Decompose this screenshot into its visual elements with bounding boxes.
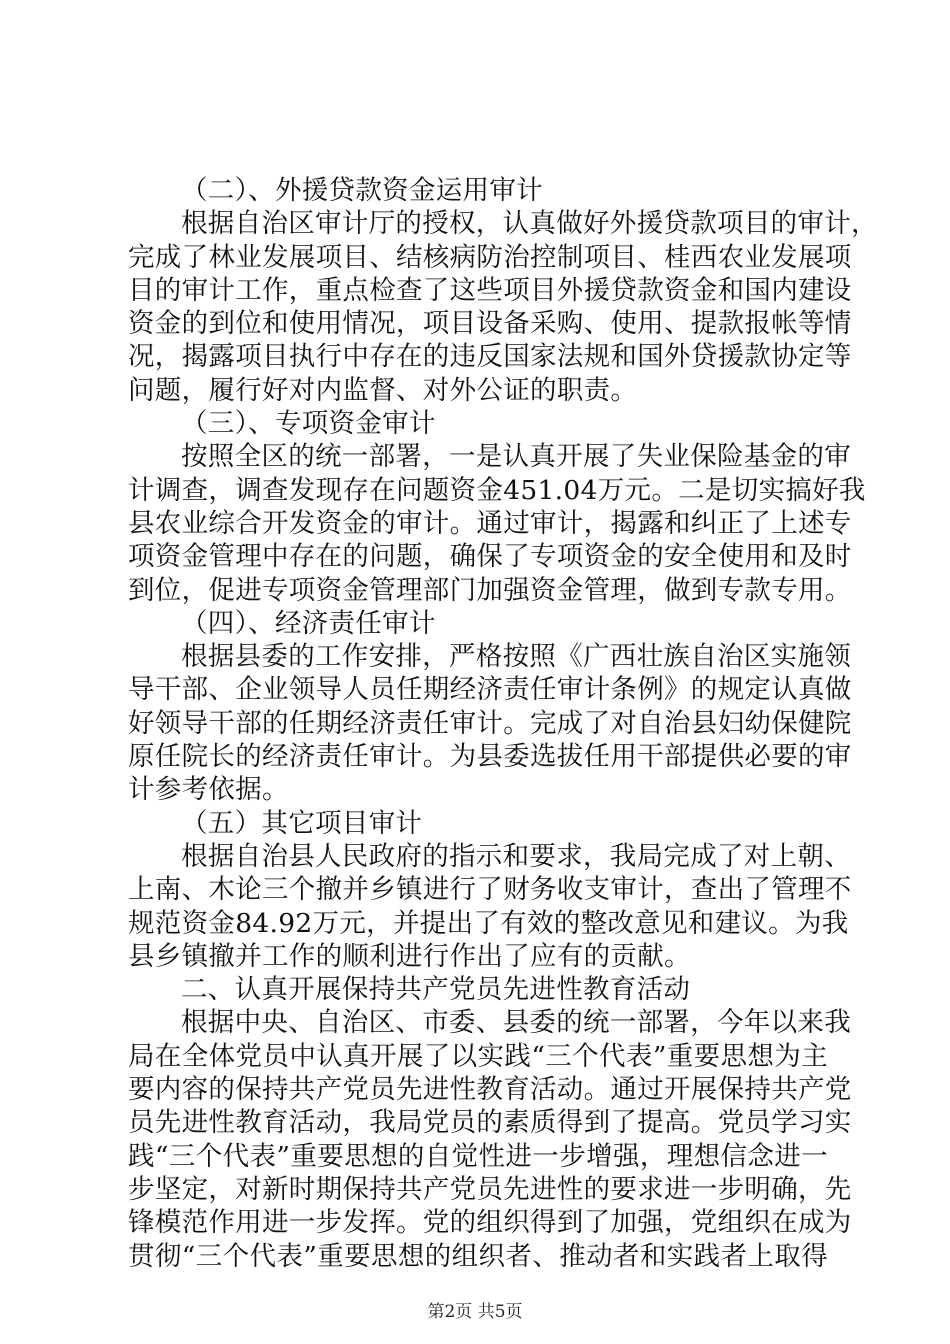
paragraph-line-indented: （五）其它项目审计	[181, 807, 423, 839]
paragraph-line-indented: （三）、专项资金审计	[181, 408, 436, 440]
paragraph-line: 况，揭露项目执行中存在的违反国家法规和国外贷援款协定等	[128, 341, 852, 373]
paragraph-line-indented: （二）、外援贷款资金运用审计	[181, 175, 543, 206]
paragraph-line: 要内容的保持共产党员先进性教育活动。通过开展保持共产党	[128, 1074, 852, 1106]
paragraph-line: 项资金管理中存在的问题，确保了专项资金的安全使用和及时	[128, 541, 852, 573]
paragraph-line: 原任院长的经济责任审计。为县委选拔任用干部提供必要的审	[128, 741, 852, 773]
paragraph-line-indented: 根据自治县人民政府的指示和要求，我局完成了对上朝、	[181, 840, 851, 872]
paragraph-line: 完成了林业发展项目、结核病防治控制项目、桂西农业发展项	[128, 241, 852, 273]
paragraph-line: 员先进性教育活动，我局党员的素质得到了提高。党员学习实	[128, 1107, 852, 1139]
paragraph-line-indented: （四）、经济责任审计	[181, 607, 436, 639]
paragraph-line: 贯彻“三个代表”重要思想的组织者、推动者和实践者上取得	[128, 1240, 828, 1272]
paragraph-line: 县农业综合开发资金的审计。通过审计，揭露和纠正了上述专	[128, 507, 852, 539]
paragraph-line: 计参考依据。	[128, 774, 289, 806]
paragraph-line: 锋模范作用进一步发挥。党的组织得到了加强，党组织在成为	[128, 1207, 852, 1239]
paragraph-line: 步坚定，对新时期保持共产党员先进性的要求进一步明确，先	[128, 1173, 852, 1205]
paragraph-line-indented: 二、认真开展保持共产党员先进性教育活动	[181, 974, 691, 1006]
paragraph-line: 好领导干部的任期经济责任审计。完成了对自治县妇幼保健院	[128, 707, 852, 739]
document-body	[128, 174, 878, 1273]
paragraph-line: 计调查，调查发现存在问题资金451.04万元。二是切实搞好我	[128, 474, 866, 506]
paragraph-line: 局在全体党员中认真开展了以实践“三个代表”重要思想为主	[128, 1040, 828, 1072]
paragraph-line: 目的审计工作，重点检查了这些项目外援贷款资金和国内建设	[128, 274, 852, 306]
paragraph-line-indented: 按照全区的统一部署，一是认真开展了失业保险基金的审	[181, 441, 851, 473]
paragraph-line: 资金的到位和使用情况，项目设备采购、使用、提款报帐等情	[128, 308, 852, 340]
paragraph-line: 践“三个代表”重要思想的自觉性进一步增强，理想信念进一	[128, 1140, 828, 1172]
paragraph-line: 到位，促进专项资金管理部门加强资金管理，做到专款专用。	[128, 574, 852, 606]
paragraph-line: 县乡镇撤并工作的顺利进行作出了应有的贡献。	[128, 940, 691, 972]
page-footer: 第2页 共5页	[427, 1302, 523, 1322]
paragraph-line-indented: 根据县委的工作安排，严格按照《广西壮族自治区实施领	[181, 641, 851, 673]
paragraph-line: 导干部、企业领导人员任期经济责任审计条例》的规定认真做	[128, 674, 852, 706]
paragraph-line: 上南、木论三个撤并乡镇进行了财务收支审计，查出了管理不	[128, 874, 852, 906]
paragraph-line-indented: 根据自治区审计厅的授权，认真做好外援贷款项目的审计，	[181, 208, 878, 240]
paragraph-line: 规范资金84.92万元，并提出了有效的整改意见和建议。为我	[128, 907, 849, 939]
paragraph-line: 问题，履行好对内监督、对外公证的职责。	[128, 374, 638, 406]
paragraph-line-indented: 根据中央、自治区、市委、县委的统一部署，今年以来我	[181, 1007, 851, 1039]
